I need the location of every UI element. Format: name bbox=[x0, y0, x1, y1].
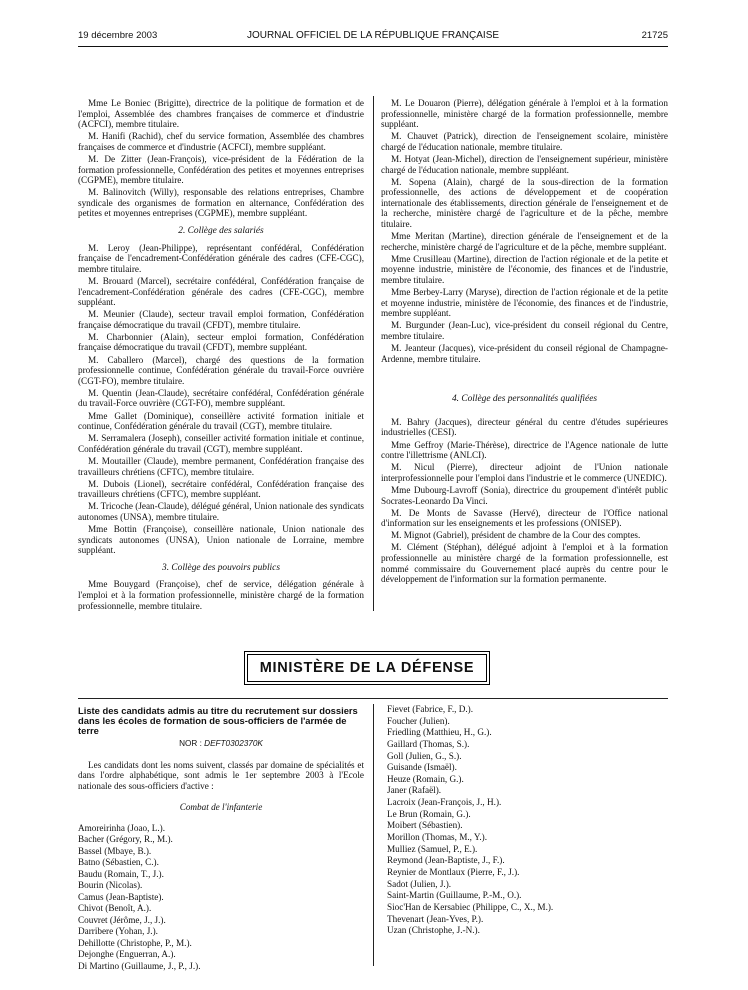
ministry-heading-box bbox=[247, 654, 487, 682]
right-column bbox=[381, 98, 668, 586]
candidate-name: Le Brun (Romain, G.). bbox=[387, 808, 471, 819]
member-paragraph: M. Mignot (Gabriel), président de chambre de la Cour des comptes. bbox=[391, 530, 641, 541]
member-paragraph: M. Hanifi (Rachid), chef du service formation, Assemblée des chambres françaises de commerce et d'industrie (ACFCI), membre suppléant. bbox=[78, 131, 364, 152]
candidate-name: Couvret (Jérôme, J., J.). bbox=[78, 914, 166, 925]
candidate-name: Foucher (Julien). bbox=[387, 715, 450, 726]
member-paragraph: M. Tricoche (Jean-Claude), délégué général, Union nationale des syndicats autonomes (UNSA), membre titulaire. bbox=[78, 501, 364, 522]
candidate-name: Baudu (Romain, T., J.). bbox=[78, 868, 164, 879]
candidate-name: Fievet (Fabrice, F., D.). bbox=[387, 704, 474, 714]
college-3-title: 3. Collège des pouvoirs publics bbox=[162, 562, 280, 573]
member-paragraph: M. Hotyat (Jean-Michel), direction de l'enseignement supérieur, ministère chargé de l'éducation nationale, membre suppléant. bbox=[381, 153, 668, 175]
candidate-name: Sioc'Han de Kersabiec (Philippe, C., X., M.). bbox=[387, 901, 554, 912]
college-4-title: 4. Collège des personnalités qualifiées bbox=[451, 394, 598, 405]
decree-title: Liste des candidats admis au titre du recrutement sur dossiers dans les écoles de formation de sous-officiers de l'armée de terre bbox=[78, 705, 358, 736]
decree-left-column bbox=[78, 706, 364, 972]
candidate-name: Amoreirinha (Joao, L.). bbox=[78, 822, 165, 833]
candidate-name: Heuze (Romain, G.). bbox=[387, 773, 464, 784]
college-4-paragraphs bbox=[381, 417, 668, 585]
member-paragraph: M. Chauvet (Patrick), direction de l'enseignement scolaire, ministère chargé de l'éducation nationale, membre titulaire. bbox=[381, 131, 668, 152]
candidate-name: Sadot (Julien, J.). bbox=[387, 878, 452, 889]
candidate-name: Bacher (Grégory, R., M.). bbox=[78, 834, 173, 844]
college-2-paragraphs bbox=[78, 243, 364, 556]
candidate-name: Lacroix (Jean-François, J., H.). bbox=[387, 797, 502, 808]
candidate-name: Di Martino (Guillaume, J., P., J.). bbox=[78, 960, 201, 971]
candidate-name: Saint-Martin (Guillaume, P.-M., O.). bbox=[387, 890, 522, 901]
member-paragraph: M. Charbonnier (Alain), secteur emploi formation, Confédération française démocratique du travail (CFDT), membre suppléant. bbox=[78, 331, 364, 353]
member-paragraph: M. Bahry (Jacques), directeur général du centre d'études supérieures industrielles (CESI). bbox=[381, 416, 668, 438]
header-rule bbox=[78, 46, 668, 47]
candidate-name: Guisande (Ismaël). bbox=[387, 762, 457, 773]
member-paragraph: M. Serramalera (Joseph), conseiller activité formation initiale et continue, Confédération générale du travail (CGT), membre suppléant. bbox=[78, 433, 364, 454]
candidate-name: Dejonghe (Enguerran, A.). bbox=[78, 949, 176, 959]
ministry-heading: MINISTÈRE DE LA DÉFENSE bbox=[259, 660, 475, 676]
nor-label: NOR : bbox=[179, 739, 205, 748]
member-paragraph: M. Burgunder (Jean-Luc), vice-président du conseil régional du Centre, membre titulaire. bbox=[381, 320, 668, 341]
candidates-list-right bbox=[387, 704, 667, 937]
member-paragraph: M. Sopena (Alain), chargé de la sous-direction de la formation professionnelle, des actions de développement et de coopération internationale des établissements, direction générale de l'enseignement et de la recherche, ministère chargé de l'agriculture et de la pêche, membre titulaire. bbox=[381, 176, 668, 230]
member-paragraph: M. Balinovitch (Willy), responsable des relations entreprises, Chambre syndicale des organismes de formation en alternance, Confédération des petites et moyennes entreprises (CGPME), membre suppléant. bbox=[78, 187, 364, 219]
member-paragraph: M. Dubois (Lionel), secrétaire confédéral, Confédération française des travailleurs chrétiens (CFTC), membre suppléant. bbox=[78, 478, 364, 500]
candidate-name: Morillon (Thomas, M., Y.). bbox=[387, 832, 488, 843]
member-paragraph: M. Caballero (Marcel), chargé des questions de la formation professionnelle continue, Confédération générale du travail-Force ouvrière (CGT-FO), membre titulaire. bbox=[78, 354, 364, 386]
candidate-name: Friedling (Matthieu, H., G.). bbox=[387, 727, 492, 738]
member-paragraph: Mme Le Boniec (Brigitte), directrice de la politique de formation et de l'emploi, Assemblée des chambres françaises de commerce et d'industrie (ACFCI), membre titulaire. bbox=[78, 98, 364, 130]
specialty-subtitle: Combat de l'infanterie bbox=[179, 802, 263, 812]
member-paragraph: M. Nicul (Pierre), directeur adjoint de l'Union nationale interprofessionnelle pour l'emploi dans l'industrie et le commerce (UNEDIC). bbox=[381, 462, 668, 483]
page-header bbox=[78, 30, 668, 44]
candidate-name: Moibert (Sébastien). bbox=[387, 820, 463, 831]
left-column bbox=[78, 98, 364, 613]
decree-intro: Les candidats dont les noms suivent, classés par domaine de spécialités et dans l'ordre alphabétique, sont admis le 1er septembre 2003 à l'Ecole nationale des sous-officiers d'active : bbox=[78, 759, 364, 791]
college-2-title: 2. Collège des salariés bbox=[178, 226, 264, 237]
candidate-name: Bassel (Mbaye, B.). bbox=[78, 845, 152, 856]
nor-reference bbox=[78, 739, 364, 750]
member-paragraph: M. Leroy (Jean-Philippe), représentant confédéral, Confédération française de l'encadrement-Confédération générale des cadres (CFE-CGC), membre titulaire. bbox=[78, 242, 364, 274]
member-paragraph: Mme Meritan (Martine), direction générale de l'enseignement et de la recherche, ministère chargé de l'agriculture et de la pêche, membre suppléant. bbox=[381, 231, 668, 252]
college-3-continued-paragraphs bbox=[381, 98, 668, 364]
candidate-name: Darribere (Yohan, J.). bbox=[78, 926, 158, 936]
member-paragraph: Mme Crusilleau (Martine), direction de l'action régionale et de la petite et moyenne industrie, ministère de l'économie, des finances et de l'industrie, membre titulaire. bbox=[381, 253, 668, 285]
candidate-name: Thevenart (Jean-Yves, P.). bbox=[387, 913, 484, 924]
candidate-name: Dehillotte (Christophe, P., M.). bbox=[78, 937, 192, 948]
candidate-name: Gaillard (Thomas, S.). bbox=[387, 738, 470, 749]
member-paragraph: Mme Geffroy (Marie-Thérèse), directrice de l'Agence nationale de lutte contre l'illettrisme (ANLCI). bbox=[381, 439, 668, 461]
candidate-name: Goll (Julien, G., S.). bbox=[387, 750, 462, 761]
member-paragraph: M. De Zitter (Jean-François), vice-président de la Fédération de la formation professionnelle, Confédération des petites et moyennes entreprises (CGPME), membre titulaire. bbox=[78, 153, 364, 186]
candidate-name: Batno (Sébastien, C.). bbox=[78, 857, 159, 867]
candidate-name: Reymond (Jean-Baptiste, J., F.). bbox=[387, 855, 505, 866]
lower-column-divider bbox=[373, 704, 374, 966]
member-paragraph: M. Jeanteur (Jacques), vice-président du conseil régional de Champagne-Ardenne, membre titulaire. bbox=[381, 343, 668, 364]
header-date: 19 décembre 2003 bbox=[78, 30, 158, 41]
candidate-name: Uzan (Christophe, J.-N.). bbox=[387, 925, 480, 936]
journal-title: JOURNAL OFFICIEL DE LA RÉPUBLIQUE FRANÇAISE bbox=[246, 30, 500, 41]
ministry-rule bbox=[78, 698, 668, 699]
member-paragraph: M. Quentin (Jean-Claude), secrétaire confédéral, Confédération générale du travail-Force ouvrière (CGT-FO), membre suppléant. bbox=[78, 387, 364, 409]
nor-code: DEFT0302370K bbox=[204, 739, 263, 748]
member-paragraph: M. Brouard (Marcel), secrétaire confédéral, Confédération française de l'encadrement-Confédération générale des cadres (CFE-CGC), membre suppléant. bbox=[78, 275, 364, 308]
member-paragraph: M. Moutailler (Claude), membre permanent, Confédération française des travailleurs chrétiens (CFTC), membre titulaire. bbox=[78, 455, 364, 477]
college-3-paragraphs bbox=[78, 579, 364, 611]
member-paragraph: Mme Bouygard (Françoise), chef de service, délégation générale à l'emploi et à la formation professionnelle, ministère chargé de la formation professionnelle, membre titulaire. bbox=[78, 579, 364, 611]
member-paragraph: M. Meunier (Claude), secteur travail emploi formation, Confédération française démocratique du travail (CFDT), membre titulaire. bbox=[78, 309, 364, 330]
candidate-name: Janer (Rafaël). bbox=[387, 785, 442, 796]
member-paragraph: M. Clément (Stéphan), délégué adjoint à l'emploi et à la formation professionnelle au ministère chargé de la formation professionnelle, est nommé commissaire du Gouvernement placé auprès du centre pour le développement de l'information sur la formation permanente. bbox=[381, 542, 668, 585]
member-paragraph: M. De Monts de Savasse (Hervé), directeur de l'Office national d'information sur les enseignements et les professions (ONISEP). bbox=[381, 507, 668, 529]
candidate-name: Chivot (Benoît, A.). bbox=[78, 903, 152, 913]
column-divider bbox=[373, 96, 374, 611]
member-paragraph: M. Le Douaron (Pierre), délégation générale à l'emploi et à la formation professionnelle, ministère chargé de la formation professionnelle, membre suppléant. bbox=[381, 98, 668, 130]
candidate-name: Camus (Jean-Baptiste). bbox=[78, 891, 164, 902]
page-number: 21725 bbox=[641, 30, 668, 41]
member-paragraph: Mme Gallet (Dominique), conseillère activité formation initiale et continue, Confédération générale du travail (CGT), membre titulaire. bbox=[78, 410, 364, 432]
member-paragraph: Mme Bottin (Françoise), conseillère nationale, Union nationale des syndicats autonomes (UNSA), Union nationale de Lorraine, membre suppléant. bbox=[78, 523, 364, 556]
member-paragraph: Mme Berbey-Larry (Maryse), direction de l'action régionale et de la petite et moyenne industrie, ministère de l'économie, des finances et de l'industrie, membre suppléant. bbox=[381, 287, 668, 319]
member-paragraph: Mme Dubourg-Lavroff (Sonia), directrice du groupement d'intérêt public Socrates-Leonardo Da Vinci. bbox=[381, 484, 668, 506]
candidate-name: Bourin (Nicolas). bbox=[78, 880, 143, 890]
candidates-list-left bbox=[78, 823, 364, 973]
candidate-name: Mulliez (Samuel, P., E.). bbox=[387, 843, 478, 854]
candidate-name: Reynier de Montlaux (Pierre, F., J.). bbox=[387, 866, 520, 877]
left-intro-paragraphs bbox=[78, 98, 364, 219]
